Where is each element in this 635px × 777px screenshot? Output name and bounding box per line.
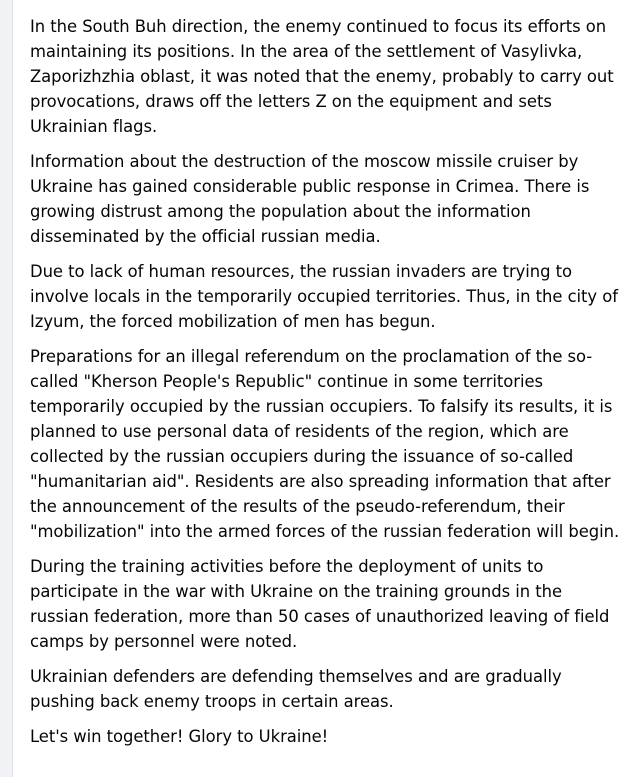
post-paragraph-5: During the training activities before the deployment of units to participate in the war with Ukraine on the training grounds in the russian federation, more than 50 cases of unauthorized leaving of field camps by personnel were noted. xyxy=(30,557,610,651)
post-paragraph-3: Due to lack of human resources, the russian invaders are trying to involve locals in the temporarily occupied territories. Thus, in the city of Izyum, the forced mobilization of men has begun. xyxy=(30,262,618,331)
post-paragraph-2: Information about the destruction of the moscow missile cruiser by Ukraine has gained considerable public response in Crimea. There is growing distrust among the population about the information disseminated by the official russian media. xyxy=(30,152,590,246)
post-card xyxy=(12,0,635,777)
post-paragraph-6: Ukrainian defenders are defending themselves and are gradually pushing back enemy troops in certain areas. xyxy=(30,667,562,711)
post-paragraph-7: Let's win together! Glory to Ukraine! xyxy=(30,727,329,746)
post-paragraph-4: Preparations for an illegal referendum on the proclamation of the so-called "Kherson People's Republic" continue in some territories temporarily occupied by the russian occupiers. To falsify its results, it is planned to use personal data of residents of the region, which are collected by the russian occupiers during the issuance of so-called "humanitarian aid". Residents are also spreading information that after the announcement of the results of the pseudo-referendum, their "mobilization" into the armed forces of the russian federation will begin. xyxy=(30,347,620,541)
post-paragraph-1: In the South Buh direction, the enemy continued to focus its efforts on maintaining its positions. In the area of the settlement of Vasylivka, Zaporizhzhia oblast, it was noted that the enemy, probably to carry out provocations, draws off the letters Z on the equipment and sets Ukrainian flags. xyxy=(30,17,614,136)
post-text xyxy=(13,0,635,749)
